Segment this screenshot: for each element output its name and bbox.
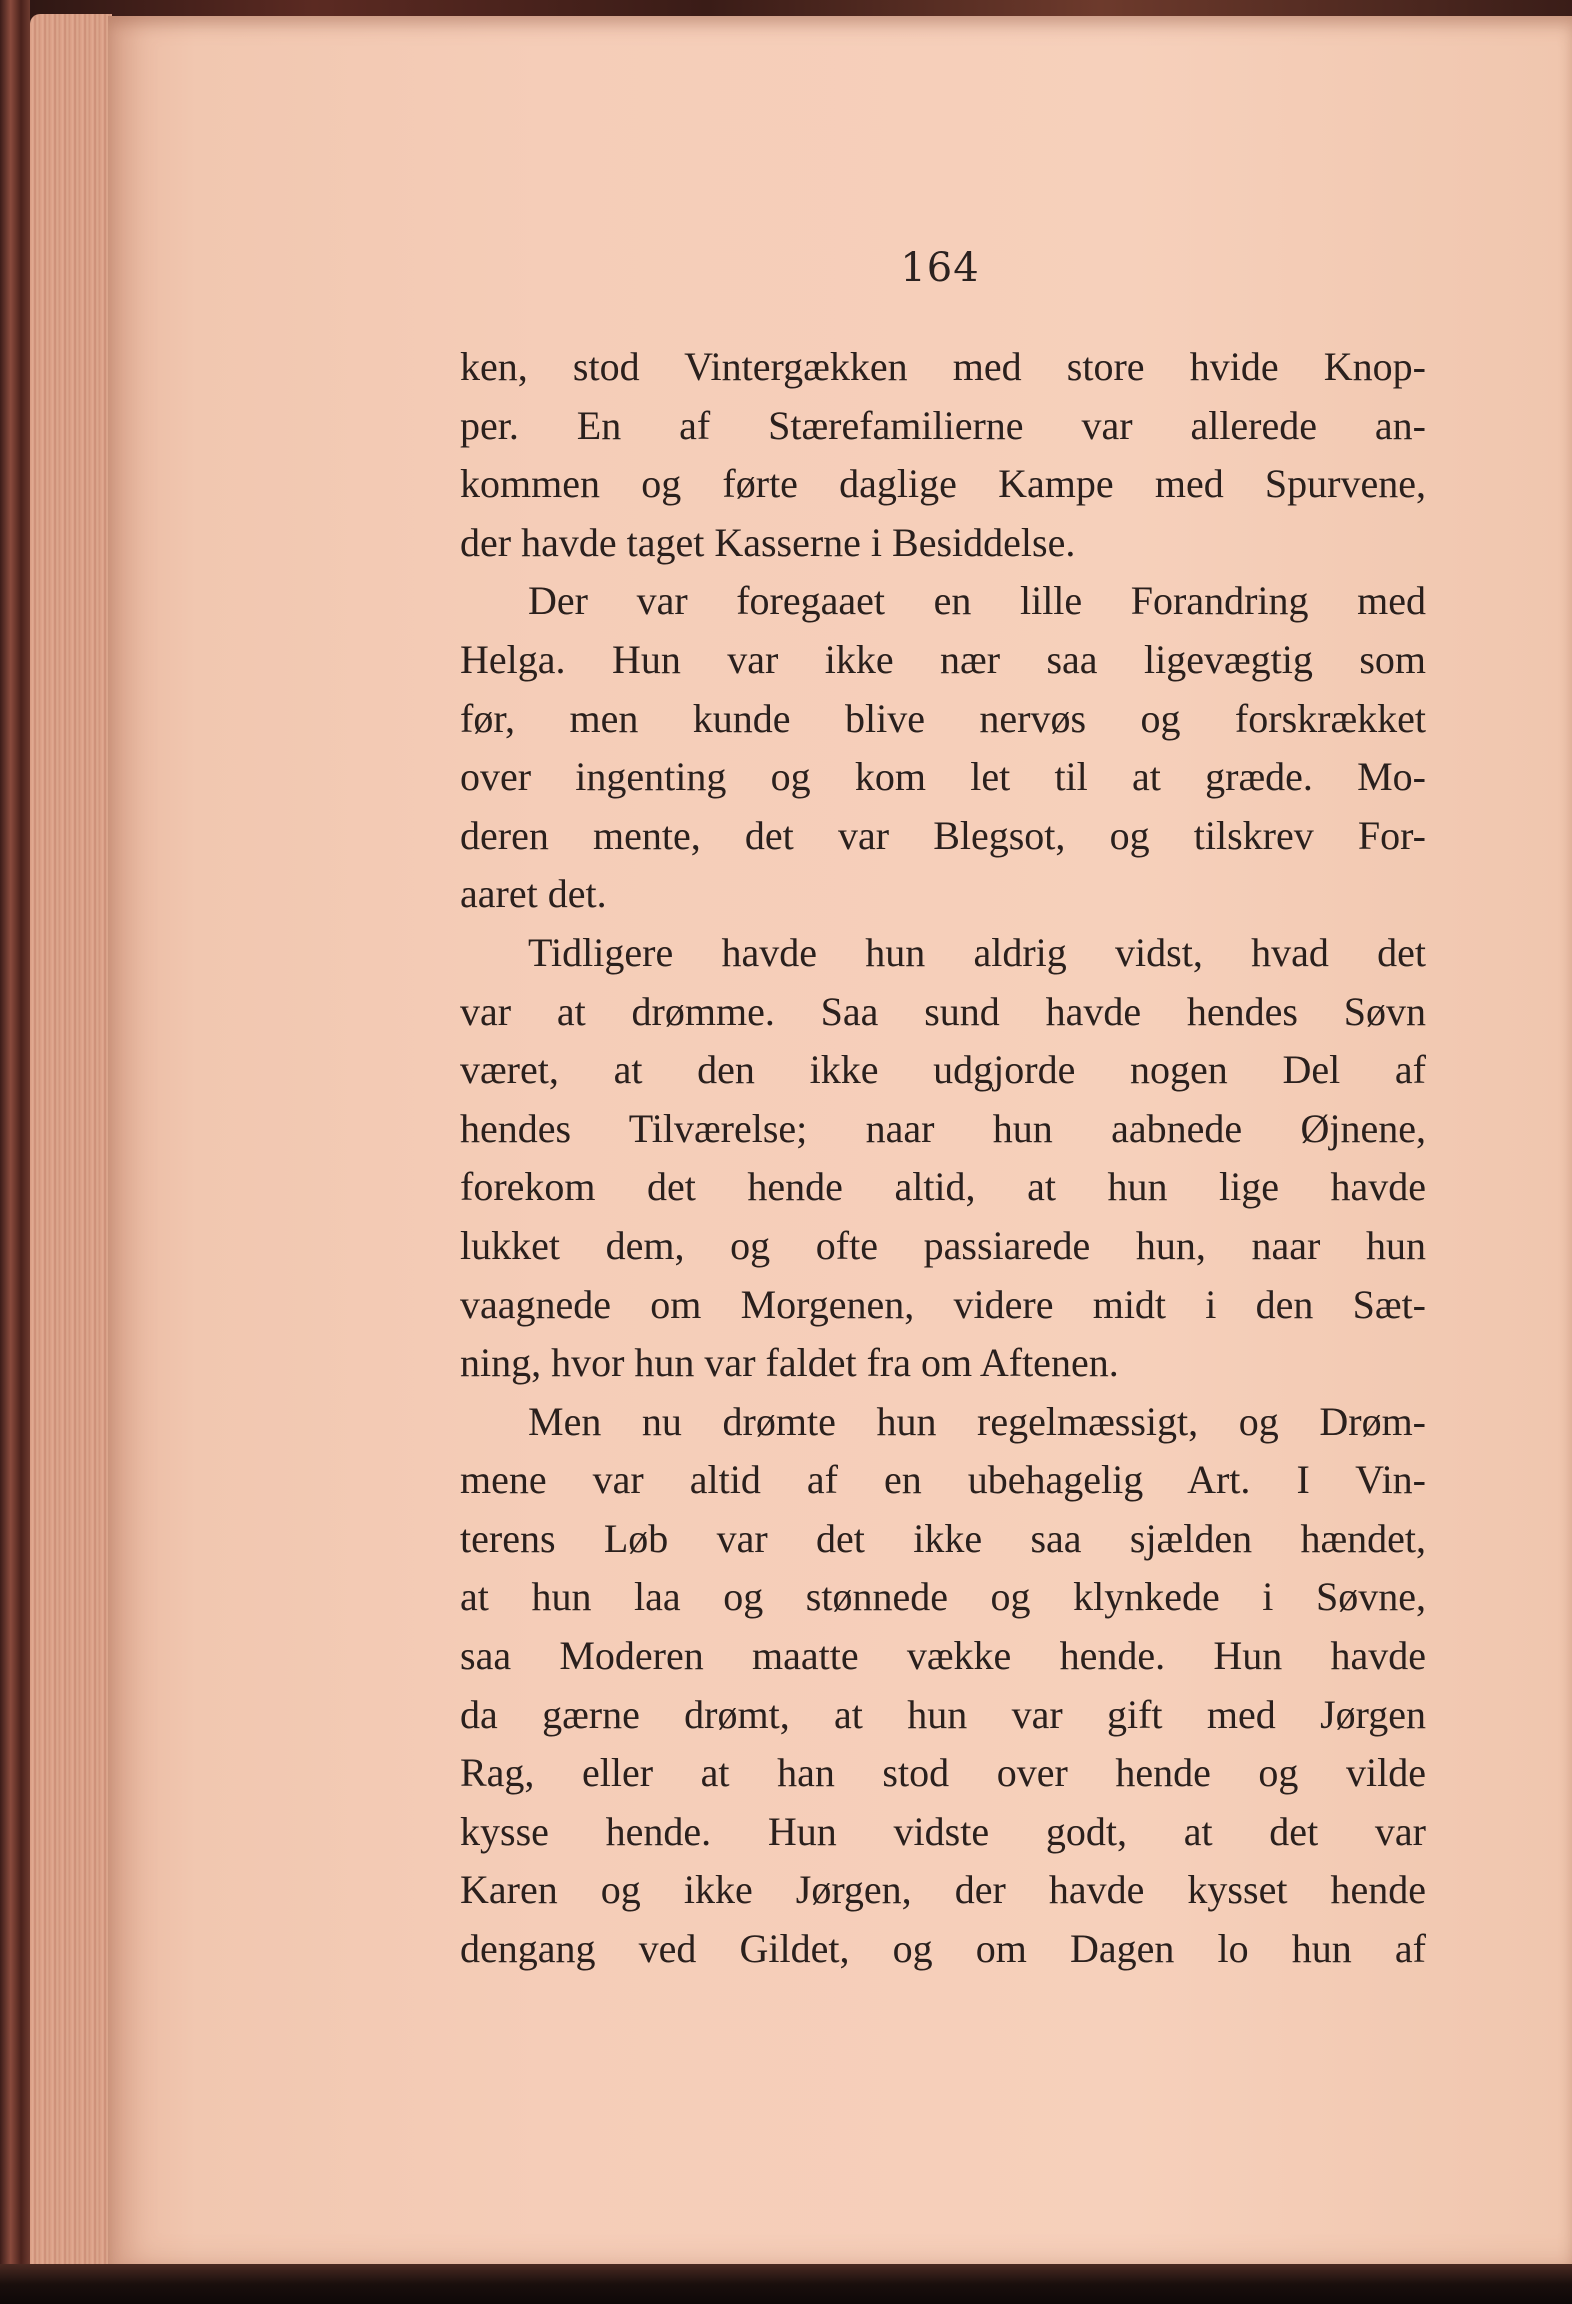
text-line: da gærne drømt, at hun var gift med Jørgen [460,1691,1426,1737]
page-number: 164 [900,245,980,291]
text-line: at hun laa og stønnede og klynkede i Søvne, [460,1574,1426,1620]
text-line: været, at den ikke udgjorde nogen Del af [460,1047,1426,1093]
text-line: før, men kunde blive nervøs og forskrækket [460,695,1426,741]
text-line: dengang ved Gildet, og om Dagen lo hun af [460,1926,1426,1972]
text-line: Der var foregaaet en lille Forandring med [528,578,1426,624]
book-bottom-edge [0,2264,1572,2304]
text-line: vaagnede om Morgenen, videre midt i den Sæt- [460,1281,1426,1327]
text-line: deren mente, det var Blegsot, og tilskrev For- [460,812,1426,858]
text-line: der havde taget Kasserne i Besiddelse. [460,519,1076,565]
text-line: forekom det hende altid, at hun lige havde [460,1164,1426,1210]
text-line: over ingenting og kom let til at græde. Mo- [460,754,1426,800]
text-line: Karen og ikke Jørgen, der havde kysset hende [460,1867,1426,1913]
text-line: Men nu drømte hun regelmæssigt, og Drøm- [528,1398,1426,1444]
text-line: ning, hvor hun var faldet fra om Aftenen. [460,1340,1119,1386]
text-line: hendes Tilværelse; naar hun aabnede Øjnene, [460,1105,1426,1151]
text-line: per. En af Stærefamilierne var allerede an- [460,402,1426,448]
text-line: kysse hende. Hun vidste godt, at det var [460,1808,1426,1854]
text-line: terens Løb var det ikke saa sjælden hændet, [460,1515,1426,1561]
text-line: ken, stod Vintergækken med store hvide Knop- [460,344,1426,389]
text-line: Helga. Hun var ikke nær saa ligevægtig som [460,636,1426,682]
text-line: var at drømme. Saa sund havde hendes Søvn [460,988,1426,1034]
page-stack-edge [30,14,112,2274]
text-line: Rag, eller at han stod over hende og vilde [460,1750,1426,1796]
text-line: lukket dem, og ofte passiarede hun, naar hun [460,1222,1426,1268]
text-line: saa Moderen maatte vække hende. Hun havde [460,1633,1426,1679]
body-text [460,338,1426,1979]
text-line: aaret det. [460,871,607,917]
book-spine [0,0,30,2304]
text-line: Tidligere havde hun aldrig vidst, hvad det [528,929,1426,975]
text-line: mene var altid af en ubehagelig Art. I Vin- [460,1457,1426,1503]
text-line: kommen og førte daglige Kampe med Spurvene, [460,461,1426,507]
